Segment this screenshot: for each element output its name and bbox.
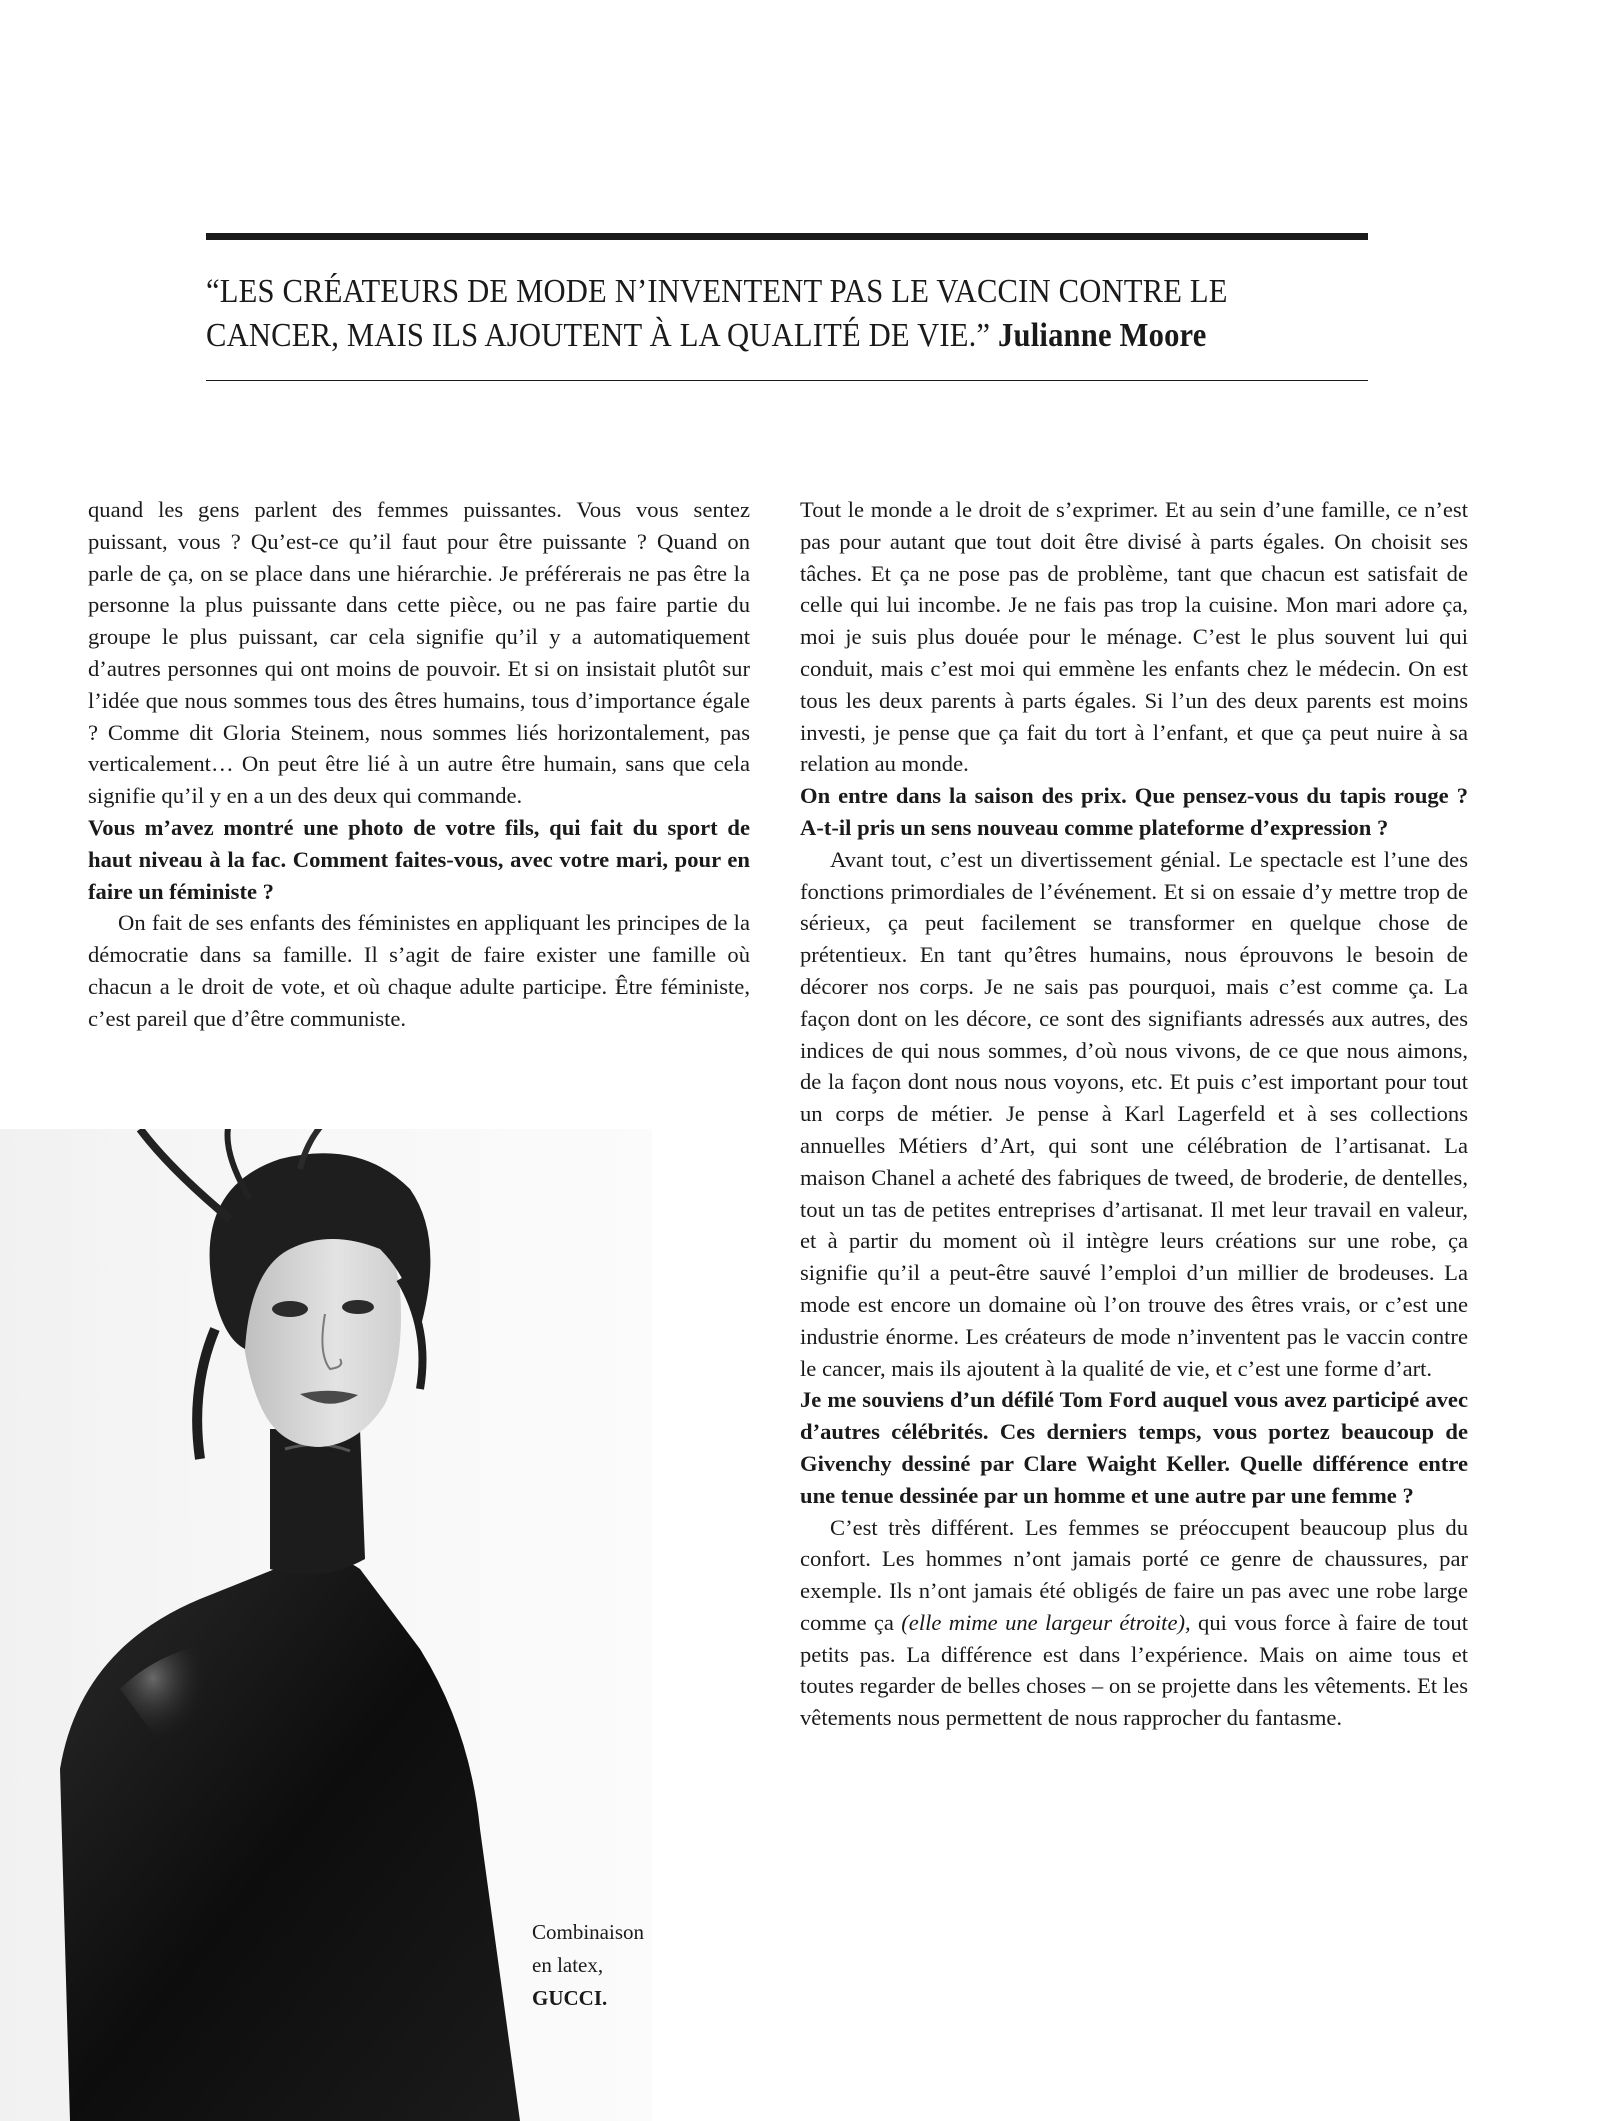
caption-text: en latex, xyxy=(532,1953,604,1977)
right-column xyxy=(800,494,1468,1734)
left-column xyxy=(88,494,750,1035)
interview-question: Vous m’avez montré une photo de votre fils, qui fait du sport de haut niveau à la fac. Comment faites-vous, avec votre mari, pour en faire un féministe ? xyxy=(88,814,750,904)
pull-quote xyxy=(206,270,1252,358)
caption-line: Combinaison xyxy=(532,1920,645,1944)
top-rule xyxy=(206,233,1368,240)
paragraph: quand les gens parlent des femmes puissantes. Vous vous sentez puissant, vous ? Qu’est-ce qu’il faut pour être puissante ? Quand on parle de ça, on se place dans une hiérarchie. Je préférerais ne pas être la personne la plus puissante dans cette pièce, ou ne pas faire partie du groupe le plus puissant, car cela signifie qu’il y a automatiquement d’autres personnes qui ont moins de pouvoir. Et si on insistait plutôt sur l’idée que nous sommes tous des êtres humains, tous d’importance égale ? Comme dit Gloria Steinem, nous sommes liés horizontalement, pas verticalement… On peut être lié à un autre être humain, sans que cela signifie qu’il y en a un des deux qui commande. xyxy=(88,497,750,809)
paragraph-text: qui vous force à faire de tout petits pas. La différence est dans l’expérience. Mais on aime tous et toutes regarder de belles choses – on se projette dans les vêtements. Et les vêtements nous permettent de nous rapprocher du fantasme. xyxy=(800,1609,1468,1731)
paragraph-text: C’est très différent. Les femmes se préoccupent beaucoup plus du confort. Les hommes n’ont jamais porté ce genre de chaussures, par exemple. Ils n’ont jamais été obligés de faire un pas avec une robe large comme ça xyxy=(800,1514,1468,1635)
stage-direction: (elle mime une largeur étroite), xyxy=(901,1609,1191,1635)
caption-line xyxy=(532,1949,682,2015)
pull-quote-text: “LES CRÉATEURS DE MODE N’INVENTENT PAS LE VACCIN CONTRE LE CANCER, MAIS ILS AJOUTENT À LA QUALITÉ DE VIE.” xyxy=(206,273,1228,354)
caption-brand: GUCCI. xyxy=(532,1986,608,2010)
paragraph: Tout le monde a le droit de s’exprimer. Et au sein d’une famille, ce n’est pas pour autant que tout doit être divisé à parts égales. On choisit ses tâches. Et ça ne pose pas de problème, tant que chacun est satisfait de celle qui lui incombe. Je ne fais pas trop la cuisine. Mon mari adore ça, moi je suis plus douée pour le ménage. C’est le plus souvent lui qui conduit, mais c’est moi qui emmène les enfants chez le médecin. On est tous les deux parents à parts égales. Si l’un des deux parents est moins investi, je pense que ça fait du tort à l’enfant, et que ça peut nuire à sa relation au monde. xyxy=(800,497,1468,777)
interview-question: Je me souviens d’un défilé Tom Ford auquel vous avez participé avec d’autres célébrités. Ces derniers temps, vous portez beaucoup de Givenchy dessiné par Clare Waight Keller. Quelle différence entre une tenue dessinée par un homme et une autre par une femme ? xyxy=(800,1387,1468,1508)
photo-caption xyxy=(532,1916,682,2015)
paragraph xyxy=(800,1512,1468,1735)
interview-question: On entre dans la saison des prix. Que pensez-vous du tapis rouge ? A-t-il pris un sens nouveau comme plateforme d’expression ? xyxy=(800,783,1468,840)
paragraph: Avant tout, c’est un divertissement génial. Le spectacle est l’une des fonctions primordiales de l’événement. Et si on essaie d’y mettre trop de sérieux, ça peut facilement se transformer en quelque chose de prétentieux. En tant qu’êtres humains, nous éprouvons le besoin de décorer nos corps. Je ne sais pas pourquoi, mais c’est comme ça. La façon dont on les décore, ce sont des signifiants adressés aux autres, des indices de qui nous sommes, d’où nous vivons, de ce que nous aimons, de la façon dont nous nous voyons, etc. Et puis c’est important pour tout un corps de métier. Je pense à Karl Lagerfeld et à ses collections annuelles Métiers d’Art, qui sont une célébration de l’artisanat. La maison Chanel a acheté des fabriques de tweed, de broderie, de dentelles, tout un tas de petites entreprises d’artisanat. Il met leur travail en valeur, et à partir du moment où il intègre leurs créations sur une robe, ça signifie qu’il a peut-être sauvé l’emploi d’un millier de brodeuses. La mode est encore un domaine où l’on trouve des êtres vrais, or c’est une industrie énorme. Les créateurs de mode n’inventent pas le vaccin contre le cancer, mais ils ajoutent à la qualité de vie, et c’est une forme d’art. xyxy=(800,846,1468,1381)
bottom-rule xyxy=(206,380,1368,381)
paragraph: On fait de ses enfants des féministes en appliquant les principes de la démocratie dans sa famille. Il s’agit de faire exister une famille où chacun a le droit de vote, et où chaque adulte participe. Être féministe, c’est pareil que d’être communiste. xyxy=(88,910,750,1031)
pull-quote-attribution: Julianne Moore xyxy=(998,317,1207,354)
